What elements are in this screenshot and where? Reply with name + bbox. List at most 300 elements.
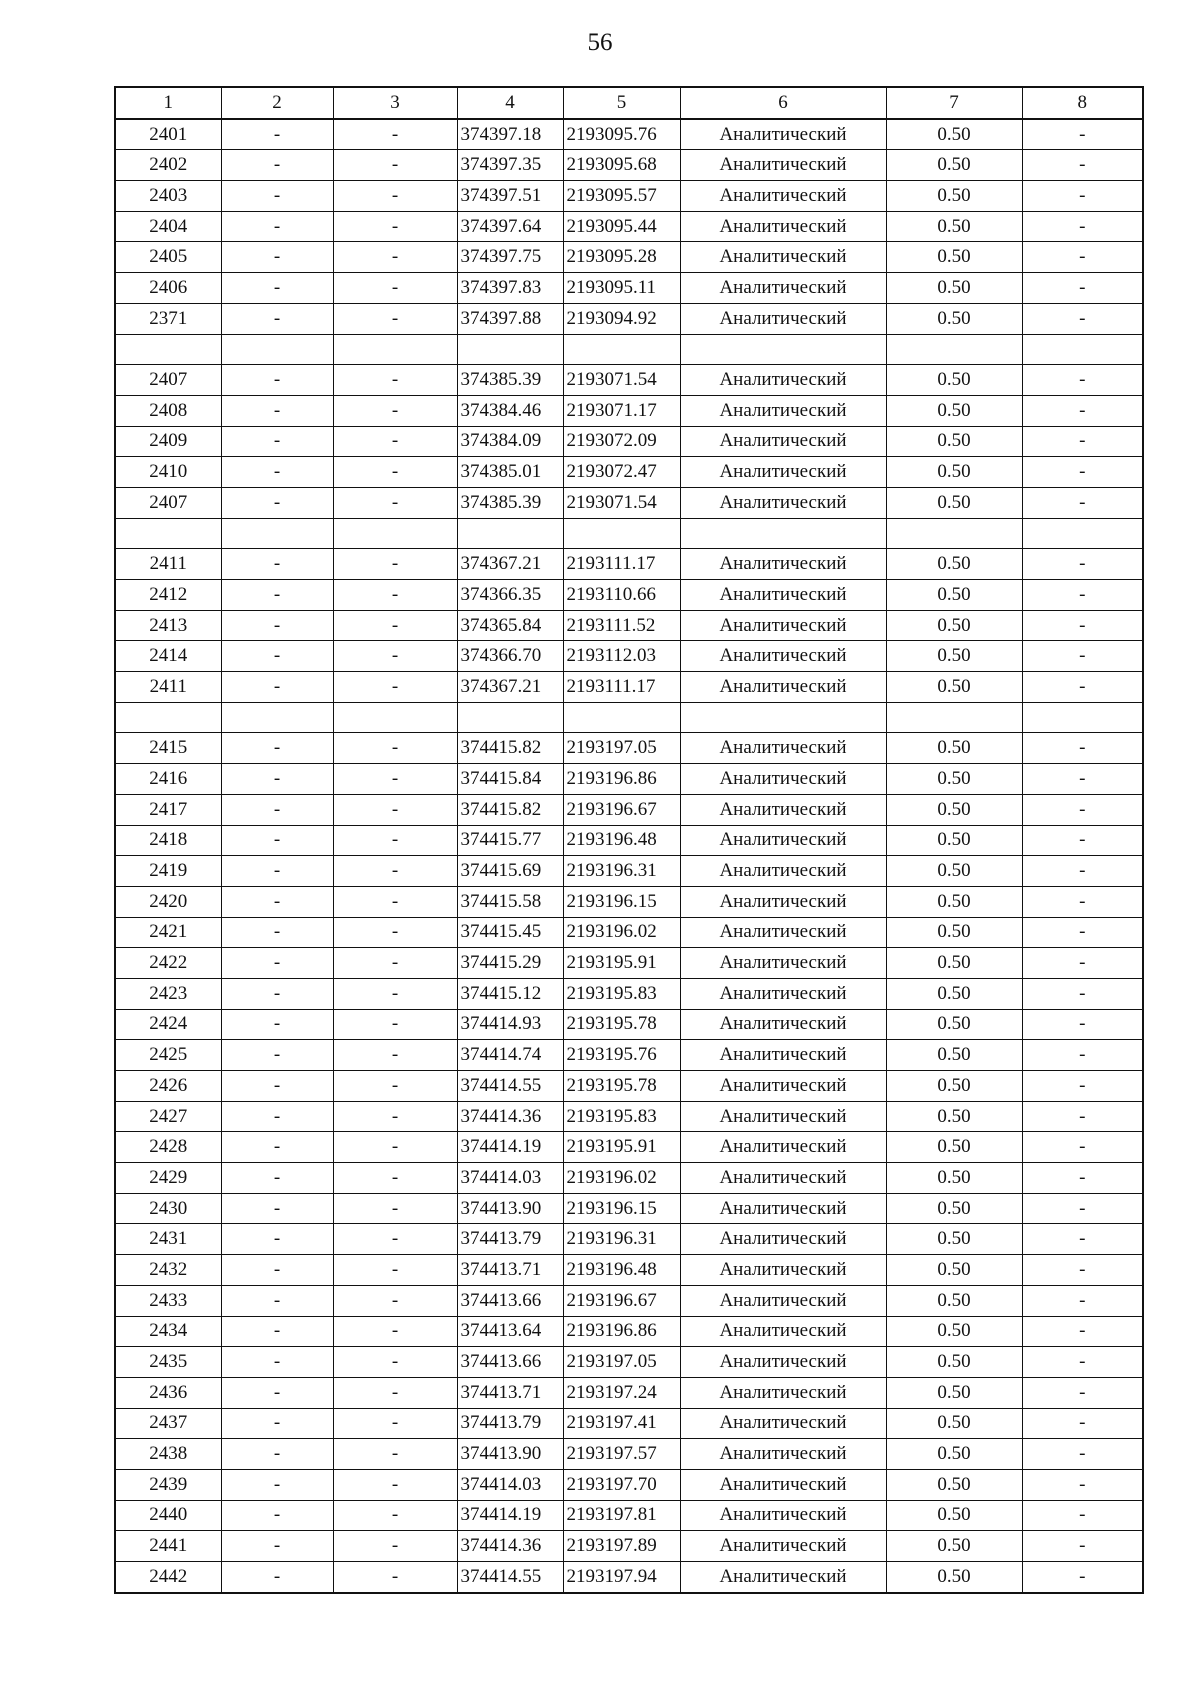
cell-col-8: - — [1022, 1469, 1143, 1500]
cell-col-2: - — [221, 242, 333, 273]
cell-accuracy: 0.50 — [886, 150, 1022, 181]
cell-col-8: - — [1022, 825, 1143, 856]
cell-col-8: - — [1022, 672, 1143, 703]
cell-coord-y: 2193197.24 — [563, 1377, 680, 1408]
cell-point-number: 2407 — [115, 487, 221, 518]
cell-point-number — [115, 518, 221, 549]
cell-col-3: - — [333, 1500, 457, 1531]
cell-col-2: - — [221, 1132, 333, 1163]
cell-accuracy: 0.50 — [886, 549, 1022, 580]
cell-coord-x: 374415.84 — [457, 764, 563, 795]
cell-accuracy: 0.50 — [886, 610, 1022, 641]
cell-accuracy: 0.50 — [886, 303, 1022, 334]
cell-col-3: - — [333, 886, 457, 917]
cell-method: Аналитический — [680, 1377, 886, 1408]
table-row — [115, 119, 1143, 150]
cell-col-2: - — [221, 211, 333, 242]
cell-accuracy: 0.50 — [886, 948, 1022, 979]
cell-coord-y: 2193095.44 — [563, 211, 680, 242]
cell-col-3 — [333, 518, 457, 549]
table-row — [115, 825, 1143, 856]
cell-coord-x: 374414.03 — [457, 1163, 563, 1194]
cell-point-number: 2430 — [115, 1193, 221, 1224]
cell-col-3: - — [333, 672, 457, 703]
cell-col-2: - — [221, 1500, 333, 1531]
cell-coord-x: 374415.69 — [457, 856, 563, 887]
cell-coord-x: 374413.79 — [457, 1224, 563, 1255]
cell-col-8: - — [1022, 150, 1143, 181]
cell-col-2: - — [221, 794, 333, 825]
table-row — [115, 457, 1143, 488]
cell-col-8: - — [1022, 426, 1143, 457]
cell-col-2: - — [221, 303, 333, 334]
cell-method: Аналитический — [680, 917, 886, 948]
cell-coord-x: 374413.66 — [457, 1285, 563, 1316]
cell-col-3: - — [333, 211, 457, 242]
coordinates-table — [114, 86, 1144, 1594]
cell-coord-y: 2193196.31 — [563, 1224, 680, 1255]
cell-coord-x: 374415.58 — [457, 886, 563, 917]
table-row — [115, 365, 1143, 396]
cell-col-3: - — [333, 825, 457, 856]
cell-accuracy: 0.50 — [886, 764, 1022, 795]
cell-col-2: - — [221, 1285, 333, 1316]
cell-method: Аналитический — [680, 211, 886, 242]
cell-accuracy: 0.50 — [886, 1562, 1022, 1593]
cell-point-number: 2403 — [115, 181, 221, 212]
cell-coord-y: 2193111.52 — [563, 610, 680, 641]
cell-col-8: - — [1022, 1500, 1143, 1531]
cell-coord-y: 2193071.17 — [563, 395, 680, 426]
cell-method — [680, 334, 886, 365]
cell-col-2: - — [221, 1193, 333, 1224]
cell-point-number: 2435 — [115, 1347, 221, 1378]
cell-accuracy: 0.50 — [886, 1408, 1022, 1439]
column-header-8: 8 — [1022, 87, 1143, 119]
cell-col-2: - — [221, 1377, 333, 1408]
cell-col-2 — [221, 334, 333, 365]
cell-col-3: - — [333, 610, 457, 641]
cell-method: Аналитический — [680, 1500, 886, 1531]
cell-col-2: - — [221, 1071, 333, 1102]
table-separator-row — [115, 334, 1143, 365]
table-row — [115, 794, 1143, 825]
cell-point-number: 2436 — [115, 1377, 221, 1408]
cell-method: Аналитический — [680, 794, 886, 825]
cell-point-number: 2434 — [115, 1316, 221, 1347]
cell-coord-y: 2193195.91 — [563, 948, 680, 979]
cell-accuracy: 0.50 — [886, 856, 1022, 887]
cell-col-3: - — [333, 365, 457, 396]
cell-method: Аналитический — [680, 1224, 886, 1255]
cell-col-8: - — [1022, 242, 1143, 273]
table-row — [115, 610, 1143, 641]
table-row — [115, 641, 1143, 672]
cell-coord-y: 2193196.31 — [563, 856, 680, 887]
cell-method: Аналитический — [680, 303, 886, 334]
cell-method: Аналитический — [680, 457, 886, 488]
cell-coord-x: 374366.70 — [457, 641, 563, 672]
cell-accuracy: 0.50 — [886, 1469, 1022, 1500]
cell-method: Аналитический — [680, 242, 886, 273]
cell-point-number: 2432 — [115, 1255, 221, 1286]
cell-coord-x: 374414.03 — [457, 1469, 563, 1500]
cell-col-3: - — [333, 1285, 457, 1316]
cell-coord-x: 374384.46 — [457, 395, 563, 426]
cell-col-3: - — [333, 457, 457, 488]
cell-accuracy: 0.50 — [886, 1193, 1022, 1224]
cell-col-8: - — [1022, 1101, 1143, 1132]
cell-col-2: - — [221, 917, 333, 948]
cell-coord-y: 2193071.54 — [563, 365, 680, 396]
cell-col-3: - — [333, 917, 457, 948]
cell-point-number: 2404 — [115, 211, 221, 242]
cell-col-3: - — [333, 794, 457, 825]
cell-coord-y: 2193112.03 — [563, 641, 680, 672]
cell-point-number: 2422 — [115, 948, 221, 979]
cell-coord-y: 2193197.41 — [563, 1408, 680, 1439]
cell-col-8: - — [1022, 365, 1143, 396]
cell-col-8: - — [1022, 457, 1143, 488]
cell-col-2: - — [221, 457, 333, 488]
cell-coord-y: 2193111.17 — [563, 549, 680, 580]
column-header-3: 3 — [333, 87, 457, 119]
cell-accuracy: 0.50 — [886, 794, 1022, 825]
cell-col-8 — [1022, 334, 1143, 365]
cell-col-2: - — [221, 1101, 333, 1132]
cell-col-2: - — [221, 948, 333, 979]
cell-col-8: - — [1022, 395, 1143, 426]
cell-accuracy: 0.50 — [886, 1101, 1022, 1132]
cell-col-3: - — [333, 1163, 457, 1194]
cell-accuracy: 0.50 — [886, 487, 1022, 518]
cell-col-8: - — [1022, 1377, 1143, 1408]
cell-accuracy: 0.50 — [886, 1531, 1022, 1562]
cell-col-8: - — [1022, 978, 1143, 1009]
cell-col-2: - — [221, 1163, 333, 1194]
table-row — [115, 1377, 1143, 1408]
cell-coord-x: 374367.21 — [457, 672, 563, 703]
cell-accuracy: 0.50 — [886, 886, 1022, 917]
cell-coord-x — [457, 702, 563, 733]
cell-method: Аналитический — [680, 549, 886, 580]
cell-accuracy: 0.50 — [886, 1163, 1022, 1194]
cell-col-8: - — [1022, 948, 1143, 979]
cell-point-number: 2411 — [115, 672, 221, 703]
table-row — [115, 1500, 1143, 1531]
cell-coord-x: 374414.19 — [457, 1500, 563, 1531]
cell-coord-x: 374413.90 — [457, 1439, 563, 1470]
cell-method: Аналитический — [680, 948, 886, 979]
cell-point-number: 2411 — [115, 549, 221, 580]
table-row — [115, 764, 1143, 795]
cell-coord-x: 374385.39 — [457, 487, 563, 518]
cell-col-3: - — [333, 1377, 457, 1408]
cell-point-number: 2405 — [115, 242, 221, 273]
cell-method: Аналитический — [680, 1469, 886, 1500]
cell-coord-y: 2193094.92 — [563, 303, 680, 334]
cell-point-number: 2410 — [115, 457, 221, 488]
cell-accuracy: 0.50 — [886, 211, 1022, 242]
cell-coord-x: 374414.74 — [457, 1040, 563, 1071]
cell-col-8 — [1022, 702, 1143, 733]
cell-accuracy: 0.50 — [886, 1224, 1022, 1255]
cell-accuracy: 0.50 — [886, 1071, 1022, 1102]
cell-coord-x: 374365.84 — [457, 610, 563, 641]
cell-col-3: - — [333, 1009, 457, 1040]
cell-point-number: 2412 — [115, 580, 221, 611]
cell-accuracy: 0.50 — [886, 825, 1022, 856]
cell-point-number — [115, 334, 221, 365]
cell-coord-y: 2193195.76 — [563, 1040, 680, 1071]
cell-coord-y: 2193197.57 — [563, 1439, 680, 1470]
cell-coord-y: 2193095.68 — [563, 150, 680, 181]
cell-coord-x — [457, 518, 563, 549]
cell-point-number: 2409 — [115, 426, 221, 457]
cell-accuracy: 0.50 — [886, 1255, 1022, 1286]
cell-coord-x: 374415.45 — [457, 917, 563, 948]
cell-method — [680, 518, 886, 549]
cell-point-number: 2419 — [115, 856, 221, 887]
cell-col-2: - — [221, 672, 333, 703]
cell-coord-x: 374413.66 — [457, 1347, 563, 1378]
table-row — [115, 672, 1143, 703]
cell-coord-y: 2193197.05 — [563, 1347, 680, 1378]
cell-point-number: 2408 — [115, 395, 221, 426]
cell-col-8: - — [1022, 273, 1143, 304]
cell-coord-y: 2193196.86 — [563, 764, 680, 795]
cell-col-3: - — [333, 1132, 457, 1163]
cell-col-3: - — [333, 1255, 457, 1286]
cell-point-number: 2427 — [115, 1101, 221, 1132]
cell-col-2: - — [221, 1316, 333, 1347]
cell-method: Аналитический — [680, 119, 886, 150]
cell-method: Аналитический — [680, 487, 886, 518]
cell-method: Аналитический — [680, 150, 886, 181]
cell-col-3 — [333, 702, 457, 733]
cell-col-3: - — [333, 1224, 457, 1255]
cell-col-3: - — [333, 273, 457, 304]
table-row — [115, 150, 1143, 181]
cell-accuracy: 0.50 — [886, 641, 1022, 672]
cell-coord-y: 2193072.09 — [563, 426, 680, 457]
table-row — [115, 303, 1143, 334]
cell-method: Аналитический — [680, 1285, 886, 1316]
cell-col-2: - — [221, 1040, 333, 1071]
cell-coord-x: 374384.09 — [457, 426, 563, 457]
table-row — [115, 426, 1143, 457]
cell-coord-y: 2193110.66 — [563, 580, 680, 611]
cell-col-3: - — [333, 1347, 457, 1378]
cell-col-3: - — [333, 1101, 457, 1132]
cell-col-3: - — [333, 1408, 457, 1439]
cell-col-3: - — [333, 181, 457, 212]
cell-method: Аналитический — [680, 426, 886, 457]
cell-point-number: 2407 — [115, 365, 221, 396]
cell-coord-x: 374413.79 — [457, 1408, 563, 1439]
cell-coord-y: 2193196.02 — [563, 917, 680, 948]
cell-coord-x: 374397.75 — [457, 242, 563, 273]
table-row — [115, 1040, 1143, 1071]
cell-accuracy: 0.50 — [886, 242, 1022, 273]
cell-accuracy: 0.50 — [886, 1347, 1022, 1378]
cell-accuracy: 0.50 — [886, 181, 1022, 212]
cell-coord-y: 2193195.83 — [563, 1101, 680, 1132]
cell-coord-x: 374397.64 — [457, 211, 563, 242]
cell-accuracy: 0.50 — [886, 1316, 1022, 1347]
cell-col-2: - — [221, 426, 333, 457]
cell-accuracy: 0.50 — [886, 457, 1022, 488]
cell-col-8: - — [1022, 1562, 1143, 1593]
cell-col-2: - — [221, 1439, 333, 1470]
cell-coord-x: 374385.39 — [457, 365, 563, 396]
cell-col-2: - — [221, 886, 333, 917]
table-row — [115, 580, 1143, 611]
cell-col-8: - — [1022, 1531, 1143, 1562]
cell-coord-x: 374414.55 — [457, 1562, 563, 1593]
cell-point-number: 2433 — [115, 1285, 221, 1316]
cell-col-3: - — [333, 764, 457, 795]
cell-point-number: 2417 — [115, 794, 221, 825]
cell-coord-x: 374413.90 — [457, 1193, 563, 1224]
cell-col-8: - — [1022, 1071, 1143, 1102]
cell-col-3: - — [333, 1071, 457, 1102]
cell-col-2: - — [221, 395, 333, 426]
cell-accuracy: 0.50 — [886, 273, 1022, 304]
cell-point-number: 2441 — [115, 1531, 221, 1562]
cell-point-number: 2426 — [115, 1071, 221, 1102]
cell-col-8: - — [1022, 119, 1143, 150]
cell-method: Аналитический — [680, 1531, 886, 1562]
cell-col-8: - — [1022, 580, 1143, 611]
cell-col-2: - — [221, 733, 333, 764]
table-row — [115, 733, 1143, 764]
cell-coord-x: 374414.36 — [457, 1531, 563, 1562]
cell-col-2: - — [221, 1255, 333, 1286]
cell-col-2: - — [221, 181, 333, 212]
table-row — [115, 886, 1143, 917]
table-row — [115, 395, 1143, 426]
cell-point-number: 2416 — [115, 764, 221, 795]
cell-col-8: - — [1022, 211, 1143, 242]
cell-col-8: - — [1022, 641, 1143, 672]
cell-coord-y: 2193195.83 — [563, 978, 680, 1009]
table-row — [115, 948, 1143, 979]
cell-coord-x — [457, 334, 563, 365]
cell-point-number: 2418 — [115, 825, 221, 856]
table-row — [115, 487, 1143, 518]
cell-coord-y: 2193195.78 — [563, 1071, 680, 1102]
cell-coord-y: 2193196.86 — [563, 1316, 680, 1347]
cell-col-3: - — [333, 426, 457, 457]
cell-coord-x: 374397.51 — [457, 181, 563, 212]
column-header-7: 7 — [886, 87, 1022, 119]
cell-point-number: 2420 — [115, 886, 221, 917]
table-row — [115, 1132, 1143, 1163]
cell-col-3: - — [333, 1316, 457, 1347]
table-body — [115, 87, 1143, 1593]
cell-method: Аналитический — [680, 825, 886, 856]
cell-coord-y: 2193195.78 — [563, 1009, 680, 1040]
cell-method: Аналитический — [680, 1009, 886, 1040]
cell-col-3: - — [333, 549, 457, 580]
cell-accuracy: 0.50 — [886, 917, 1022, 948]
cell-method: Аналитический — [680, 1193, 886, 1224]
cell-coord-y: 2193095.11 — [563, 273, 680, 304]
table-row — [115, 1531, 1143, 1562]
cell-col-8: - — [1022, 1193, 1143, 1224]
cell-col-3: - — [333, 487, 457, 518]
cell-col-2: - — [221, 610, 333, 641]
cell-col-3: - — [333, 1562, 457, 1593]
cell-accuracy: 0.50 — [886, 1132, 1022, 1163]
page-number: 56 — [587, 29, 613, 56]
cell-col-3: - — [333, 1040, 457, 1071]
cell-accuracy: 0.50 — [886, 1377, 1022, 1408]
table-row — [115, 978, 1143, 1009]
cell-coord-x: 374366.35 — [457, 580, 563, 611]
cell-col-2: - — [221, 641, 333, 672]
table-row — [115, 549, 1143, 580]
cell-method: Аналитический — [680, 1163, 886, 1194]
cell-coord-x: 374413.71 — [457, 1377, 563, 1408]
cell-col-2: - — [221, 978, 333, 1009]
table-row — [115, 211, 1143, 242]
cell-accuracy — [886, 518, 1022, 549]
cell-accuracy — [886, 334, 1022, 365]
cell-coord-x: 374413.64 — [457, 1316, 563, 1347]
cell-point-number: 2424 — [115, 1009, 221, 1040]
cell-accuracy: 0.50 — [886, 426, 1022, 457]
cell-coord-y: 2193195.91 — [563, 1132, 680, 1163]
cell-col-2 — [221, 518, 333, 549]
cell-coord-x: 374415.77 — [457, 825, 563, 856]
cell-col-8: - — [1022, 1285, 1143, 1316]
table-row — [115, 1193, 1143, 1224]
table-row — [115, 1163, 1143, 1194]
cell-col-8: - — [1022, 487, 1143, 518]
cell-method: Аналитический — [680, 856, 886, 887]
cell-point-number: 2371 — [115, 303, 221, 334]
cell-col-3: - — [333, 641, 457, 672]
cell-coord-y: 2193197.81 — [563, 1500, 680, 1531]
cell-col-8: - — [1022, 1163, 1143, 1194]
cell-point-number: 2431 — [115, 1224, 221, 1255]
cell-coord-y — [563, 518, 680, 549]
cell-coord-x: 374367.21 — [457, 549, 563, 580]
cell-accuracy: 0.50 — [886, 978, 1022, 1009]
cell-col-8: - — [1022, 610, 1143, 641]
cell-coord-y: 2193095.57 — [563, 181, 680, 212]
cell-point-number: 2413 — [115, 610, 221, 641]
cell-coord-y: 2193196.67 — [563, 1285, 680, 1316]
table-row — [115, 273, 1143, 304]
cell-method: Аналитический — [680, 1562, 886, 1593]
cell-coord-x: 374414.36 — [457, 1101, 563, 1132]
cell-point-number: 2401 — [115, 119, 221, 150]
table-separator-row — [115, 518, 1143, 549]
cell-coord-y: 2193197.94 — [563, 1562, 680, 1593]
cell-coord-x: 374397.35 — [457, 150, 563, 181]
cell-coord-y: 2193196.15 — [563, 886, 680, 917]
cell-coord-x: 374397.18 — [457, 119, 563, 150]
cell-coord-x: 374415.82 — [457, 794, 563, 825]
cell-coord-y: 2193111.17 — [563, 672, 680, 703]
cell-point-number: 2406 — [115, 273, 221, 304]
cell-accuracy: 0.50 — [886, 119, 1022, 150]
cell-coord-y: 2193196.48 — [563, 1255, 680, 1286]
cell-col-3: - — [333, 119, 457, 150]
